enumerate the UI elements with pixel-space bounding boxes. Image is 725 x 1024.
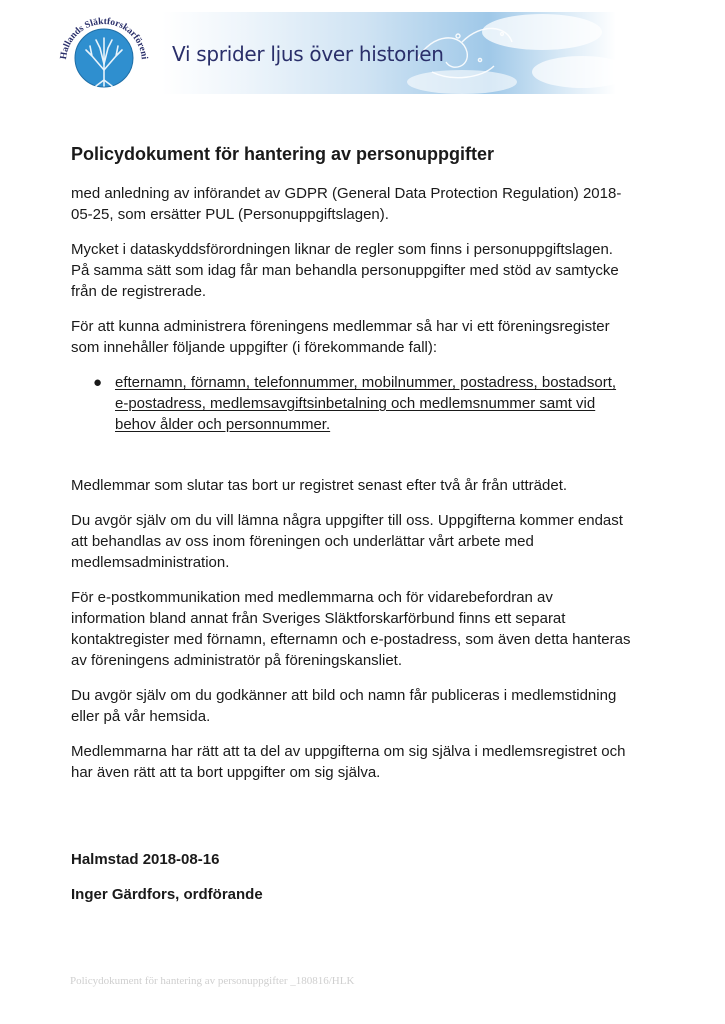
paragraph: För att kunna administrera föreningens medlemmar så har vi ett föreningsregister som innehåller följande uppgifter (i förekommande fall): [71, 318, 610, 356]
paragraph: För e-postkommunikation med medlemmarna och för vidarebefordran av information bland annat från Sveriges Släktforskarförbund finns ett separat kontaktregister med förnamn, efternamn och e-postadress, som även detta hanteras av föreningens administratör på föreningskansliet. [71, 589, 631, 669]
society-logo [50, 10, 158, 100]
document-title: Policydokument för hantering av personuppgifter [71, 144, 495, 164]
tagline: Vi sprider ljus över historien [172, 42, 444, 66]
logo-lettering: Hallands Släktforskarföreni [58, 16, 149, 61]
paragraph: med anledning av införandet av GDPR (General Data Protection Regulation) 2018-05-25, som ersätter PUL (Personuppgiftslagen). [71, 185, 622, 223]
banner [162, 12, 616, 94]
letterhead [50, 10, 616, 100]
footer-text: Policydokument för hantering av personuppgifter _180816/HLK [70, 975, 355, 987]
paragraph: Mycket i dataskyddsförordningen liknar de regler som finns i personuppgiftslagen. På samma sätt som idag får man behandla personuppgifter med stöd av samtycke från de registrerade. [71, 241, 619, 300]
paragraph: Medlemmar som slutar tas bort ur registret senast efter två år från utträdet. [71, 477, 568, 494]
bullet-icon: ● [93, 374, 103, 391]
society-logo-graphic [50, 10, 158, 100]
list-item-text: efternamn, förnamn, telefonnummer, mobilnummer, postadress, bostadsort, e-postadress, medlemsavgiftsinbetalning och medlemsnummer samt vid behov ålder och personnummer. [115, 374, 617, 433]
signature-name: Inger Gärdfors, ordförande [71, 886, 263, 903]
paragraph: Medlemmarna har rätt att ta del av uppgifterna om sig själva i medlemsregistret och har även rätt att ta bort uppgifter om sig själva. [71, 743, 626, 781]
list-item [93, 372, 631, 435]
paragraph: Du avgör själv om du godkänner att bild och namn får publiceras i medlemstidning eller på vår hemsida. [71, 687, 617, 725]
register-fields-list [71, 372, 631, 435]
paragraph: Du avgör själv om du vill lämna några uppgifter till oss. Uppgifterna kommer endast att behandlas av oss inom föreningen och underlättar vårt arbete med medlemsadministration. [71, 512, 623, 571]
signature-place-date: Halmstad 2018-08-16 [71, 851, 220, 868]
document-body [71, 143, 631, 797]
